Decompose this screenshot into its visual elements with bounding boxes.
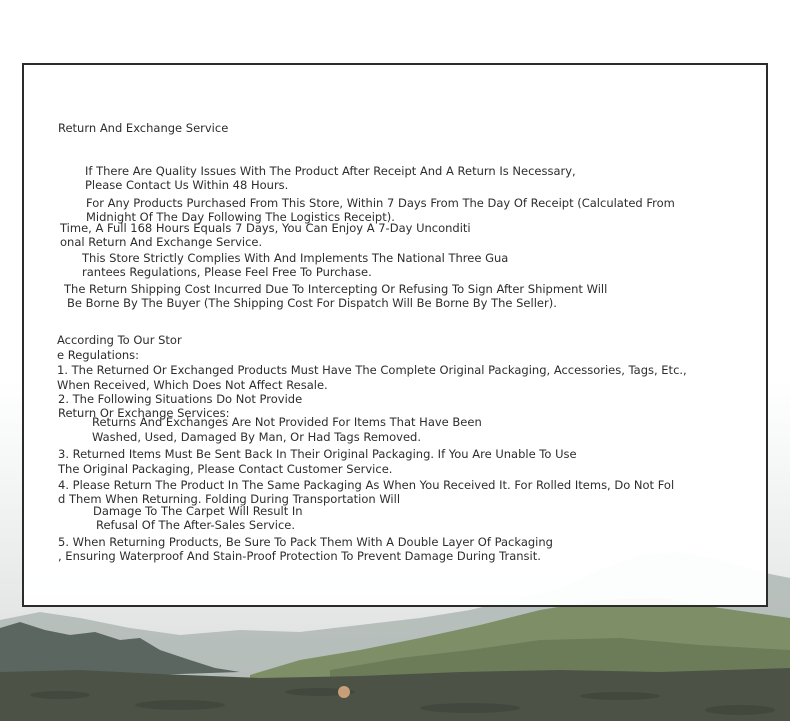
notice-line: 4. Please Return The Product In The Same Packaging As When You Received It. For Rolled Items, Do Not Fol	[58, 478, 675, 492]
notice-line: 5. When Returning Products, Be Sure To Pack Them With A Double Layer Of Packaging	[58, 535, 553, 549]
notice-line: Damage To The Carpet Will Result In	[93, 504, 303, 518]
notice-line: onal Return And Exchange Service.	[60, 235, 263, 249]
notice-line: 2. The Following Situations Do Not Provide	[58, 392, 303, 406]
notice-line: Returns And Exchanges Are Not Provided For Items That Have Been	[92, 415, 482, 429]
notice-line: According To Our Stor	[57, 333, 182, 347]
notice-line: 1. The Returned Or Exchanged Products Must Have The Complete Original Packaging, Accessories, Tags, Etc.,	[57, 363, 687, 377]
notice-line: Return Or Exchange Services:	[58, 406, 230, 420]
notice-line: , Ensuring Waterproof And Stain-Proof Protection To Prevent Damage During Transit.	[58, 549, 541, 563]
notice-line: Be Borne By The Buyer (The Shipping Cost For Dispatch Will Be Borne By The Seller).	[67, 296, 557, 310]
notice-line: Midnight Of The Day Following The Logistics Receipt).	[86, 210, 395, 224]
notice-line: Time, A Full 168 Hours Equals 7 Days, You Can Enjoy A 7-Day Unconditi	[60, 221, 471, 235]
notice-title: Return And Exchange Service	[58, 121, 229, 135]
notice-line: The Original Packaging, Please Contact Customer Service.	[58, 462, 393, 476]
notice-line: d Them When Returning. Folding During Transportation Will	[58, 492, 401, 506]
notice-line: For Any Products Purchased From This Store, Within 7 Days From The Day Of Receipt (Calculated From	[86, 196, 675, 210]
notice-line: This Store Strictly Complies With And Implements The National Three Gua	[82, 251, 509, 265]
notice-line: 3. Returned Items Must Be Sent Back In Their Original Packaging. If You Are Unable To Use	[58, 447, 577, 461]
notice-line: If There Are Quality Issues With The Product After Receipt And A Return Is Necessary,	[85, 164, 576, 178]
notice-line: rantees Regulations, Please Feel Free To Purchase.	[82, 265, 372, 279]
notice-line: Please Contact Us Within 48 Hours.	[85, 178, 289, 192]
notice-line: The Return Shipping Cost Incurred Due To Intercepting Or Refusing To Sign After Shipment Will	[64, 282, 608, 296]
notice-line: When Received, Which Does Not Affect Resale.	[57, 378, 328, 392]
notice-line: Refusal Of The After-Sales Service.	[96, 518, 296, 532]
foreground-ground	[0, 668, 790, 721]
notice-line: Washed, Used, Damaged By Man, Or Had Tags Removed.	[92, 430, 421, 444]
notice-line: e Regulations:	[57, 348, 140, 362]
warm-light-spot	[338, 686, 350, 698]
